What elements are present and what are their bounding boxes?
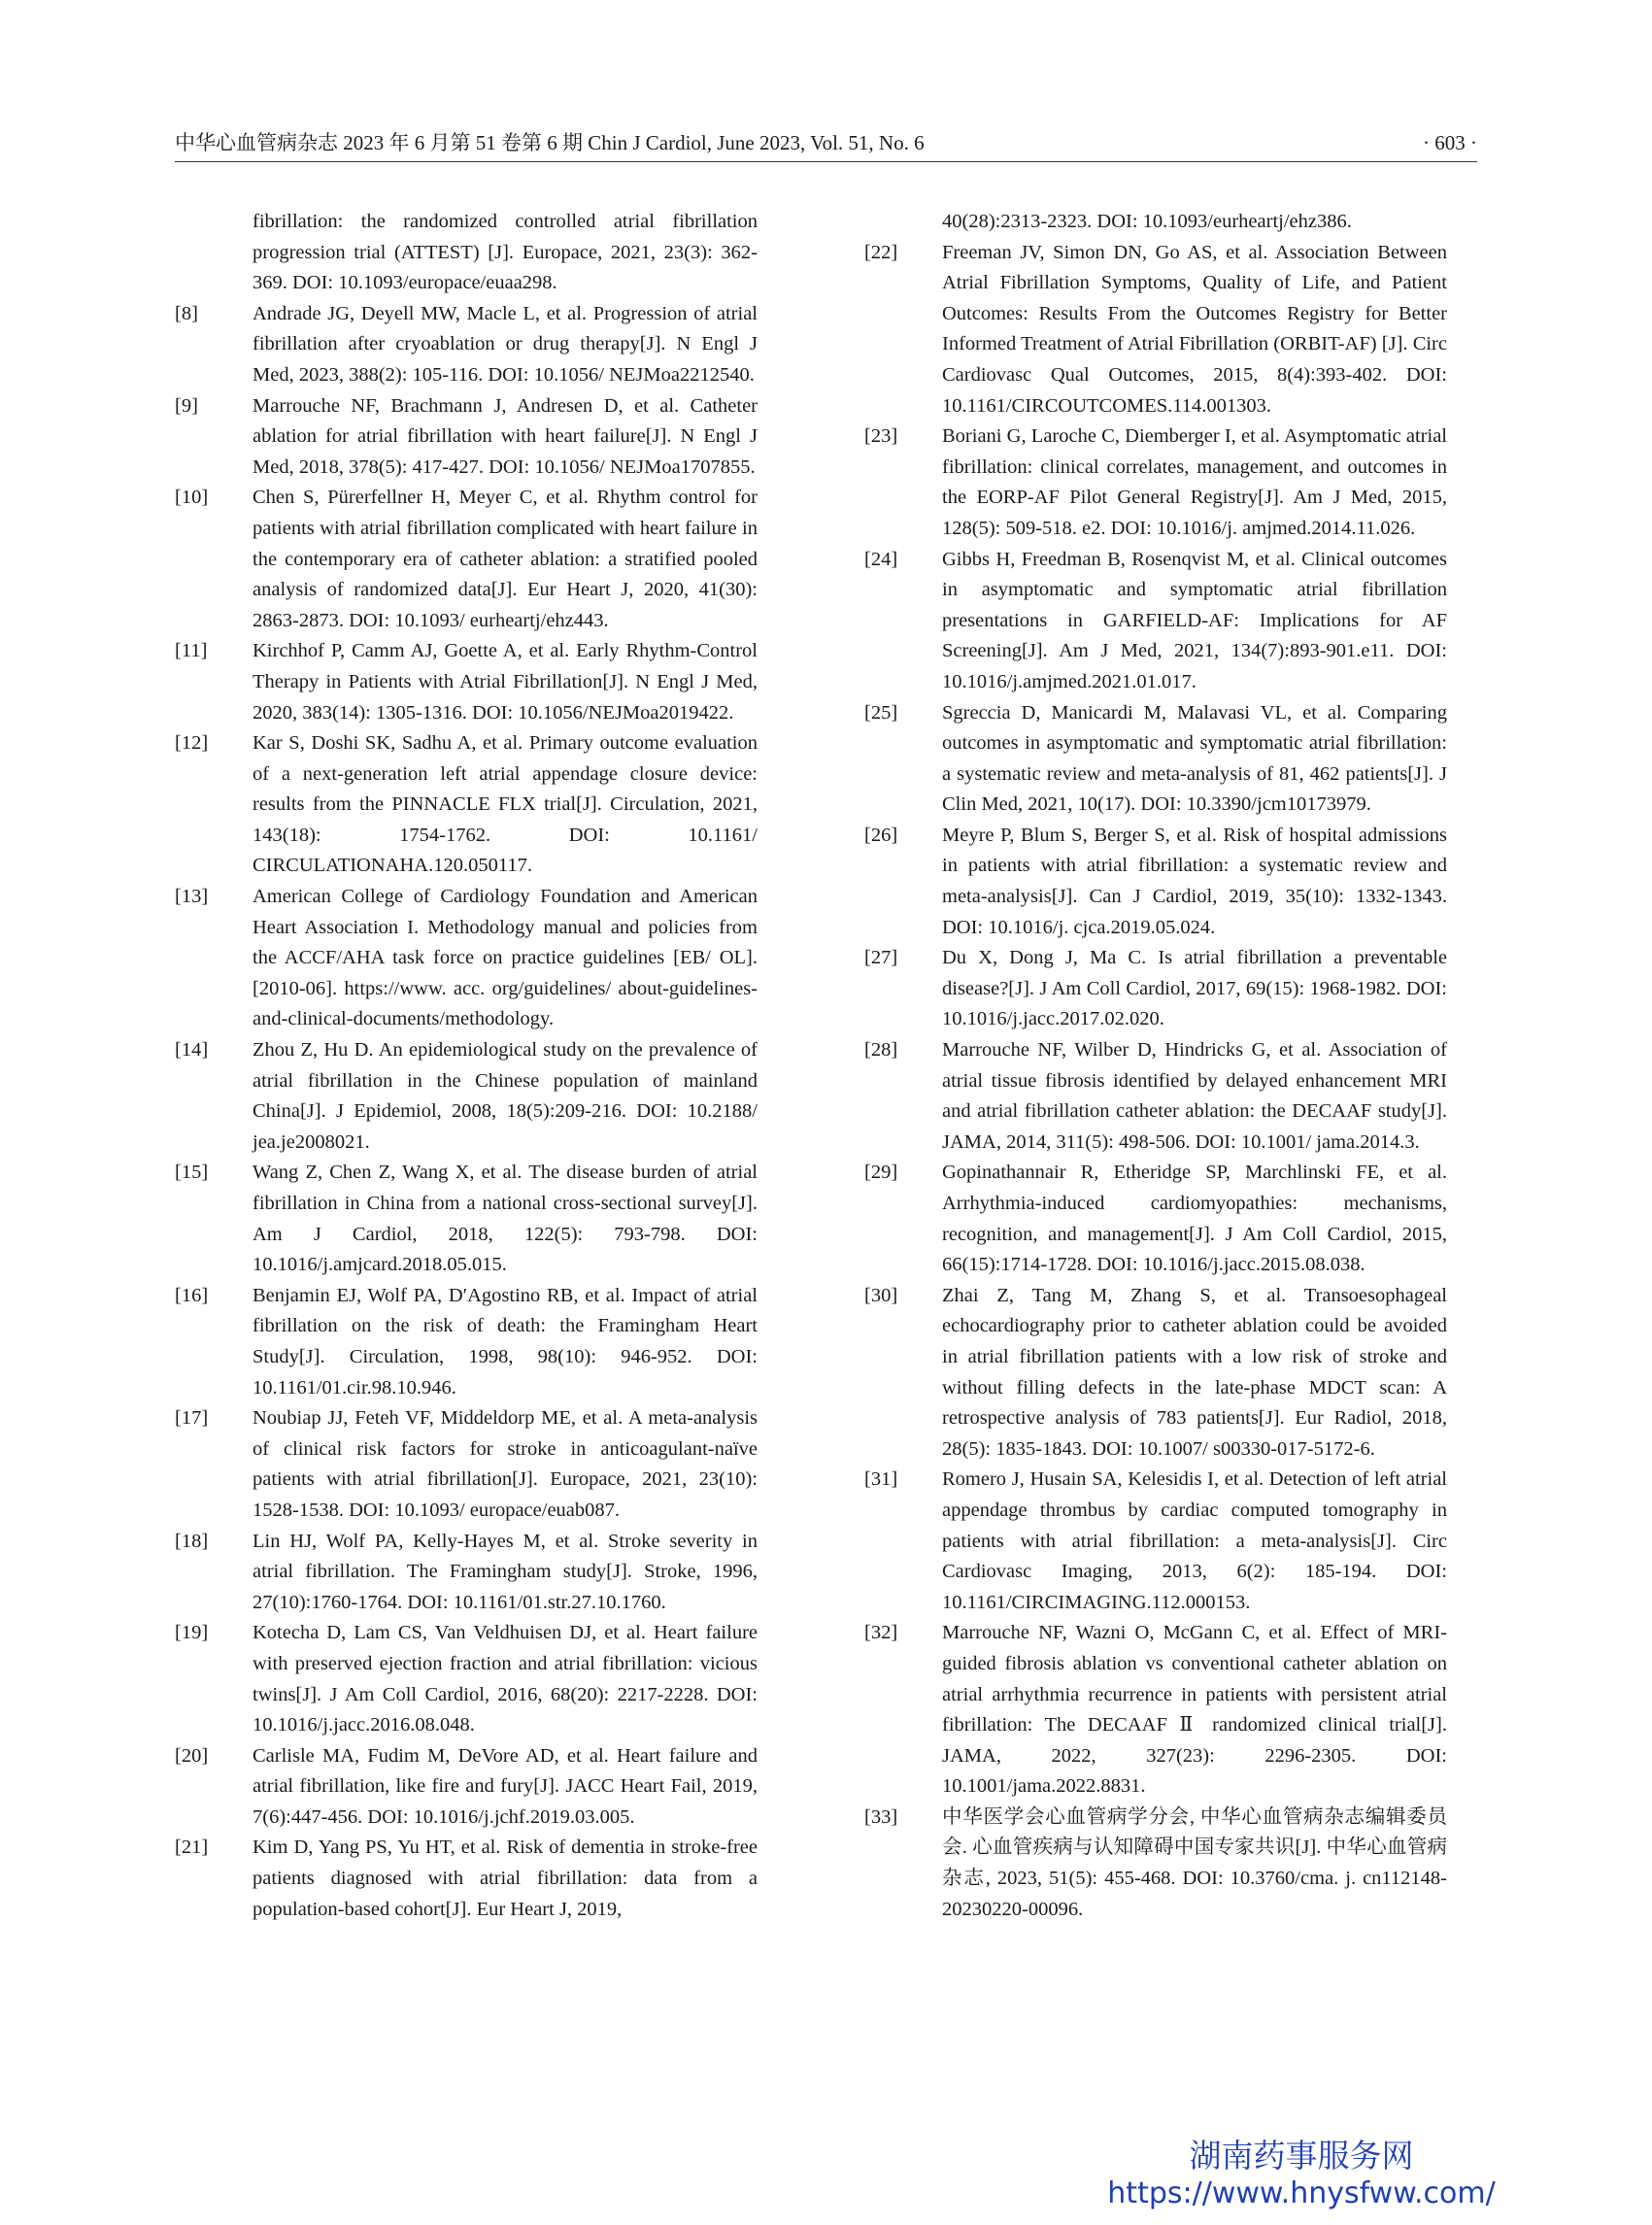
reference-number: [13] xyxy=(175,886,209,908)
page-number: · 603 · xyxy=(1423,131,1477,154)
reference-text: fibrillation: the randomized controlled atrial fibrillation progression trial (ATTEST) [J]. Europace, 2021, 23(3): 362-369. DOI: 10.1093/europace/euaa298. xyxy=(253,211,758,294)
reference-item xyxy=(864,238,1447,422)
reference-number: [30] xyxy=(864,1284,898,1306)
reference-item xyxy=(175,1035,758,1158)
reference-text: Carlisle MA, Fudim M, DeVore AD, et al. Heart failure and atrial fibrillation, like fire and fury[J]. JACC Heart Fail, 2019, 7(6):447-456. DOI: 10.1016/j.jchf.2019.03.005. xyxy=(253,1744,758,1828)
reference-text: 40(28):2313-2323. DOI: 10.1093/eurheartj/ehz386. xyxy=(942,211,1352,232)
reference-item xyxy=(864,698,1447,821)
reference-item xyxy=(175,636,758,728)
reference-item xyxy=(175,1741,758,1834)
watermark-url[interactable]: https://www.hnysfww.com/ xyxy=(1107,2176,1496,2210)
reference-number: [19] xyxy=(175,1622,209,1644)
reference-number: [17] xyxy=(175,1407,209,1430)
reference-item xyxy=(864,421,1447,544)
reference-text: Kim D, Yang PS, Yu HT, et al. Risk of dementia in stroke-free patients diagnosed with atrial fibrillation: data from a population-based cohort[J]. Eur Heart J, 2019, xyxy=(253,1837,758,1920)
reference-text: Sgreccia D, Manicardi M, Malavasi VL, et al. Comparing outcomes in asymptomatic and symptomatic atrial fibrillation: a systematic review and meta-analysis of 81, 462 patients[J]. J Clin Med, 2021, 10(17). DOI: 10.3390/jcm10173979. xyxy=(942,701,1447,816)
reference-number: [8] xyxy=(175,302,198,324)
reference-item xyxy=(864,1281,1447,1466)
reference-number: [14] xyxy=(175,1039,209,1062)
reference-text: Kotecha D, Lam CS, Van Veldhuisen DJ, et al. Heart failure with preserved ejection fraction and atrial fibrillation: vicious twins[J]. J Am Coll Cardiol, 2016, 68(20): 2217-2228. DOI: 10.1016/j.jacc.2016.08.048. xyxy=(253,1622,758,1736)
reference-item xyxy=(864,821,1447,943)
reference-item xyxy=(175,1527,758,1619)
running-header xyxy=(175,128,1477,162)
reference-text: American College of Cardiology Foundation and American Heart Association I. Methodology manual and policies from the ACCF/AHA task force on practice guidelines [EB/ OL]. [2010-06]. https://www. acc. org/guidelines/ about-guidelines-and-clinical-documents/methodology. xyxy=(253,886,758,1030)
reference-number: [33] xyxy=(864,1805,898,1828)
reference-number: [31] xyxy=(864,1468,898,1491)
reference-number: [18] xyxy=(175,1530,209,1552)
reference-item xyxy=(175,483,758,636)
reference-text: Kirchhof P, Camm AJ, Goette A, et al. Early Rhythm-Control Therapy in Patients with Atrial Fibrillation[J]. N Engl J Med, 2020, 383(14): 1305-1316. DOI: 10.1056/NEJMoa2019422. xyxy=(253,640,758,724)
reference-text: Noubiap JJ, Feteh VF, Middeldorp ME, et al. A meta-analysis of clinical risk factors for stroke in anticoagulant-naïve patients with atrial fibrillation[J]. Europace, 2021, 23(10): 1528-1538. DOI: 10.1093/ europace/euab087. xyxy=(253,1407,758,1521)
reference-text: Romero J, Husain SA, Kelesidis I, et al. Detection of left atrial appendage thrombus by cardiac computed tomography in patients with atrial fibrillation: a meta-analysis[J]. Circ Cardiovasc Imaging, 2013, 6(2): 185-194. DOI: 10.1161/CIRCIMAGING.112.000153. xyxy=(942,1468,1447,1613)
reference-item xyxy=(175,1281,758,1403)
reference-text: Gopinathannair R, Etheridge SP, Marchlinski FE, et al. Arrhythmia-induced cardiomyopathies: mechanisms, recognition, and management[J]. J Am Coll Cardiol, 2015, 66(15):1714-1728. DOI: 10.1016/j.jacc.2015.08.038. xyxy=(942,1162,1447,1276)
reference-number: [32] xyxy=(864,1622,898,1644)
reference-text: 中华医学会心血管病学分会, 中华心血管病杂志编辑委员会. 心血管疾病与认知障碍中国专家共识[J]. 中华心血管病杂志, 2023, 51(5): 455-468. DOI: 10.3760/cma. j. cn112148-20230220-00096. xyxy=(942,1805,1447,1920)
reference-item xyxy=(864,943,1447,1035)
reference-text: Zhai Z, Tang M, Zhang S, et al. Transoesophageal echocardiography prior to catheter ablation could be avoided in atrial fibrillation patients with a low risk of stroke and without filling defects in the late-phase MDCT scan: A retrospective analysis of 783 patients[J]. Eur Radiol, 2018, 28(5): 1835-1843. DOI: 10.1007/ s00330-017-5172-6. xyxy=(942,1284,1447,1460)
reference-number: [20] xyxy=(175,1744,209,1767)
reference-text: Chen S, Pürerfellner H, Meyer C, et al. Rhythm control for patients with atrial fibrillation complicated with heart failure in the contemporary era of catheter ablation: a stratified pooled analysis of randomized data[J]. Eur Heart J, 2020, 41(30): 2863-2873. DOI: 10.1093/ eurheartj/ehz443. xyxy=(253,487,758,631)
reference-text: Zhou Z, Hu D. An epidemiological study on the prevalence of atrial fibrillation in the Chinese population of mainland China[J]. J Epidemiol, 2008, 18(5):209-216. DOI: 10.2188/ jea.je2008021. xyxy=(253,1039,758,1153)
reference-column-right xyxy=(864,207,1447,1925)
reference-text: Wang Z, Chen Z, Wang X, et al. The disease burden of atrial fibrillation in China from a national cross-sectional survey[J]. Am J Cardiol, 2018, 122(5): 793-798. DOI: 10.1016/j.amjcard.2018.05.015. xyxy=(253,1162,758,1276)
reference-number: [27] xyxy=(864,947,898,969)
reference-text: Lin HJ, Wolf PA, Kelly-Hayes M, et al. Stroke severity in atrial fibrillation. The Framingham study[J]. Stroke, 1996, 27(10):1760-1764. DOI: 10.1161/01.str.27.10.1760. xyxy=(253,1530,758,1613)
reference-text: Marrouche NF, Wilber D, Hindricks G, et al. Association of atrial tissue fibrosis identified by delayed enhancement MRI and atrial fibrillation catheter ablation: the DECAAF study[J]. JAMA, 2014, 311(5): 498-506. DOI: 10.1001/ jama.2014.3. xyxy=(942,1039,1447,1153)
reference-text: Du X, Dong J, Ma C. Is atrial fibrillation a preventable disease?[J]. J Am Coll Cardiol, 2017, 69(15): 1968-1982. DOI: 10.1016/j.jacc.2017.02.020. xyxy=(942,947,1447,1030)
reference-number: [22] xyxy=(864,241,898,263)
reference-text: Kar S, Doshi SK, Sadhu A, et al. Primary outcome evaluation of a next-generation left atrial appendage closure device: results from the PINNACLE FLX trial[J]. Circulation, 2021, 143(18): 1754-1762. DOI: 10.1161/ CIRCULATIONAHA.120.050117. xyxy=(253,732,758,877)
reference-number: [25] xyxy=(864,701,898,724)
reference-number: [10] xyxy=(175,487,209,509)
reference-text: Benjamin EJ, Wolf PA, D′Agostino RB, et al. Impact of atrial fibrillation on the risk of death: the Framingham Heart Study[J]. Circulation, 1998, 98(10): 946-952. DOI: 10.1161/01.cir.98.10.946. xyxy=(253,1284,758,1399)
reference-item xyxy=(864,545,1447,698)
reference-number: [23] xyxy=(864,425,898,448)
reference-item xyxy=(864,1618,1447,1803)
site-watermark xyxy=(1044,2137,1559,2212)
reference-number: [11] xyxy=(175,640,208,662)
reference-number: [12] xyxy=(175,732,209,755)
reference-item xyxy=(175,1403,758,1526)
reference-number: [9] xyxy=(175,394,198,417)
reference-item xyxy=(175,1618,758,1740)
reference-item xyxy=(175,207,758,299)
reference-number: [26] xyxy=(864,824,898,846)
reference-column-left xyxy=(175,207,758,1925)
reference-number: [28] xyxy=(864,1039,898,1062)
reference-number: [15] xyxy=(175,1162,209,1184)
reference-text: Freeman JV, Simon DN, Go AS, et al. Association Between Atrial Fibrillation Symptoms, Quality of Life, and Patient Outcomes: Results From the Outcomes Registry for Better Informed Treatment of Atrial Fibrillation (ORBIT-AF) [J]. Circ Cardiovasc Qual Outcomes, 2015, 8(4):393-402. DOI: 10.1161/CIRCOUTCOMES.114.001303. xyxy=(942,241,1447,417)
reference-number: [21] xyxy=(175,1837,209,1859)
reference-text: Marrouche NF, Wazni O, McGann C, et al. Effect of MRI-guided fibrosis ablation vs conventional catheter ablation on atrial arrhythmia recurrence in patients with persistent atrial fibrillation: The DECAAF Ⅱ randomized clinical trial[J]. JAMA, 2022, 327(23): 2296-2305. DOI: 10.1001/jama.2022.8831. xyxy=(942,1622,1447,1798)
reference-item xyxy=(175,882,758,1035)
reference-item xyxy=(175,1833,758,1925)
reference-item xyxy=(864,1803,1447,1925)
reference-item xyxy=(175,1158,758,1280)
reference-item xyxy=(864,207,1447,238)
reference-item xyxy=(864,1035,1447,1158)
reference-item xyxy=(864,1158,1447,1280)
reference-text: Marrouche NF, Brachmann J, Andresen D, et al. Catheter ablation for atrial fibrillation with heart failure[J]. N Engl J Med, 2018, 378(5): 417-427. DOI: 10.1056/ NEJMoa1707855. xyxy=(253,394,758,478)
watermark-title: 湖南药事服务网 xyxy=(1189,2137,1414,2174)
reference-item xyxy=(175,391,758,484)
reference-item xyxy=(864,1465,1447,1618)
reference-item xyxy=(175,728,758,882)
reference-number: [16] xyxy=(175,1284,209,1306)
reference-item xyxy=(175,299,758,391)
reference-text: Meyre P, Blum S, Berger S, et al. Risk of hospital admissions in patients with atrial fibrillation: a systematic review and meta-analysis[J]. Can J Cardiol, 2019, 35(10): 1332-1343. DOI: 10.1016/j. cjca.2019.05.024. xyxy=(942,824,1447,938)
reference-text: Gibbs H, Freedman B, Rosenqvist M, et al. Clinical outcomes in asymptomatic and symptomatic atrial fibrillation presentations in GARFIELD-AF: Implications for AF Screening[J]. Am J Med, 2021, 134(7):893-901.e11. DOI: 10.1016/j.amjmed.2021.01.017. xyxy=(942,548,1447,692)
reference-number: [29] xyxy=(864,1162,898,1184)
reference-number: [24] xyxy=(864,548,898,570)
reference-text: Andrade JG, Deyell MW, Macle L, et al. Progression of atrial fibrillation after cryoablation or drug therapy[J]. N Engl J Med, 2023, 388(2): 105-116. DOI: 10.1056/ NEJMoa2212540. xyxy=(253,302,758,386)
reference-text: Boriani G, Laroche C, Diemberger I, et al. Asymptomatic atrial fibrillation: clinical correlates, management, and outcomes in the EORP-AF Pilot General Registry[J]. Am J Med, 2015, 128(5): 509-518. e2. DOI: 10.1016/j. amjmed.2014.11.026. xyxy=(942,425,1447,539)
journal-citation: 中华心血管病杂志 2023 年 6 月第 51 卷第 6 期 Chin J Cardiol, June 2023, Vol. 51, No. 6 xyxy=(175,131,925,154)
